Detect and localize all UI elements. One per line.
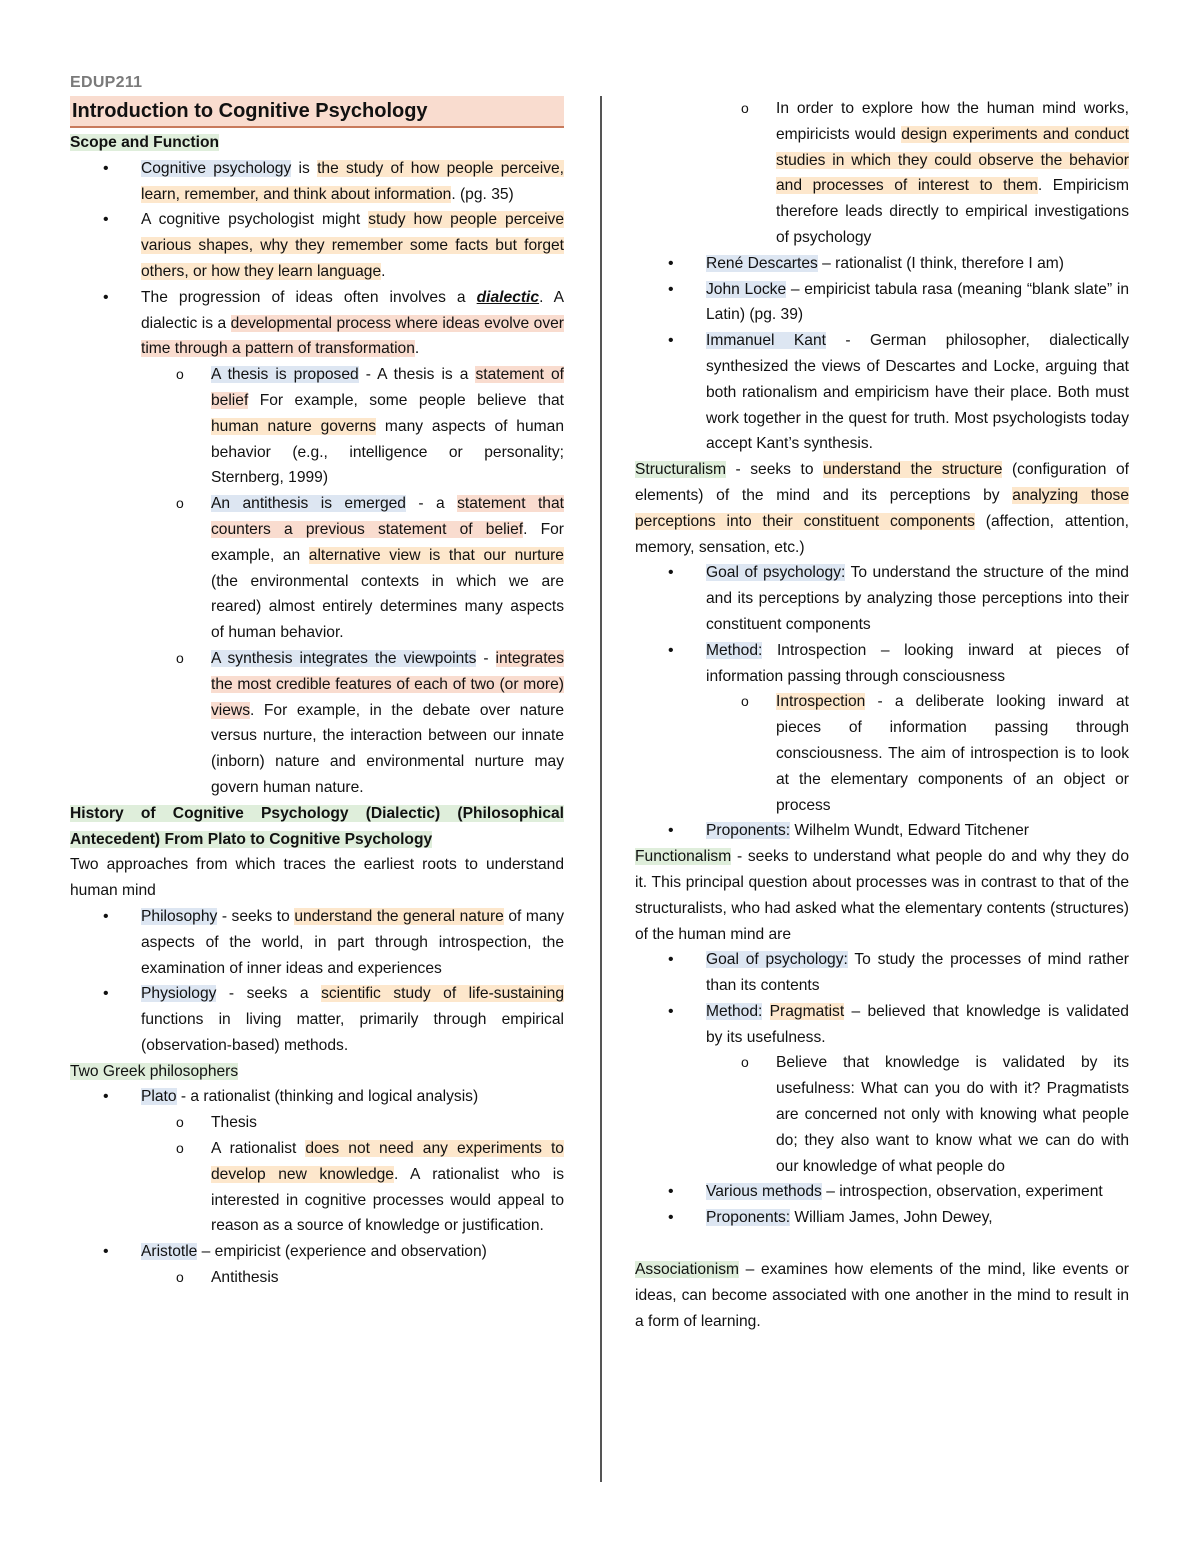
right-column [635,96,1129,1334]
section-heading-history: History of Cognitive Psychology (Dialectic) (Philosophical Antecedent) From Plato to Cognitive Psychology [70,804,564,848]
page-title: Introduction to Cognitive Psychology [70,96,564,128]
list-item: • Goal of psychology: To study the processes of mind rather than its contents [635,947,1129,999]
paragraph: Two approaches from which traces the earliest roots to understand human mind [70,856,564,900]
list-item: • Proponents: William James, John Dewey, [635,1205,1129,1231]
list-item: • Method: Pragmatist – believed that knowledge is validated by its usefulness. [635,999,1129,1051]
functionalism-paragraph: Functionalism - seeks to understand what people do and why they do it. This principal question about processes was in contrast to that of the structuralists, who had asked what the elementary contents (structures) of the human mind are [635,848,1129,943]
list-item: • Cognitive psychology is the study of how people perceive, learn, remember, and think about information. (pg. 35) [70,156,564,208]
sub-list-item: o A thesis is proposed - A thesis is a statement of belief For example, some people believe that human nature governs many aspects of human behavior (e.g., intelligence or personality; Sternberg, 1999) [70,362,564,491]
section-heading-greek: Two Greek philosophers [70,1062,239,1080]
sub-list-item: o Thesis [70,1110,564,1136]
list-item: • Immanuel Kant - German philosopher, dialectically synthesized the views of Descartes and Locke, arguing that both rationalism and empiricism have their place. Both must work together in the quest for truth. Most psychologists today accept Kant’s synthesis. [635,328,1129,457]
list-item: • René Descartes – rationalist (I think, therefore I am) [635,251,1129,277]
functionalism-list [635,947,1129,1231]
section-heading-scope: Scope and Function [70,134,220,151]
list-item: • Proponents: Wilhelm Wundt, Edward Titchener [635,818,1129,844]
sub-list-item: o In order to explore how the human mind works, empiricists would design experiments and conduct studies in which they could observe the behavior and processes of interest to them. Empiricism therefore leads directly to empirical investigations of psychology [635,96,1129,251]
column-divider [600,96,602,1482]
list-item: • The progression of ideas often involves a dialectic. A dialectic is a developmental process where ideas evolve over time through a pattern of transformation. [70,285,564,362]
sub-list-item: o A synthesis integrates the viewpoints - integrates the most credible features of each of two (or more) views. For example, in the debate over nature versus nurture, the interaction between our innate (inborn) nature and environmental nurture may govern human nature. [70,646,564,801]
sub-list-item: o Introspection - a deliberate looking inward at pieces of information passing through consciousness. The aim of introspection is to look at the elementary components of an object or process [635,689,1129,818]
empiricism-list [635,96,1129,457]
structuralism-paragraph: Structuralism - seeks to understand the structure (configuration of elements) of the mind and its perceptions by analyzing those perceptions into their constituent components (affection, attention, memory, sensation, etc.) [635,461,1129,556]
greek-list [70,1084,564,1290]
list-item: • Method: Introspection – looking inward at pieces of information passing through consciousness [635,638,1129,690]
approaches-list [70,904,564,1059]
sub-list-item: o An antithesis is emerged - a statement that counters a previous statement of belief. For example, an alternative view is that our nurture (the environmental contexts in which we are reared) almost entirely determines many aspects of human behavior. [70,491,564,646]
spacer [635,1231,1129,1257]
list-item: • Philosophy - seeks to understand the general nature of many aspects of the world, in part through introspection, the examination of inner ideas and experiences [70,904,564,981]
sub-list-item: o Antithesis [70,1265,564,1291]
sub-list-item: o A rationalist does not need any experiments to develop new knowledge. A rationalist who is interested in cognitive processes would appeal to reason as a source of knowledge or justification. [70,1136,564,1239]
list-item: • Goal of psychology: To understand the structure of the mind and its perceptions by analyzing those perceptions into their constituent components [635,560,1129,637]
course-code: EDUP211 [70,74,143,91]
list-item: • Various methods – introspection, observation, experiment [635,1179,1129,1205]
list-item: • Plato - a rationalist (thinking and logical analysis) [70,1084,564,1110]
list-item: • Aristotle – empiricist (experience and observation) [70,1239,564,1265]
left-column [70,96,564,1291]
structuralism-list [635,560,1129,844]
associationism-paragraph: Associationism – examines how elements of the mind, like events or ideas, can become associated with one another in the mind to result in a form of learning. [635,1261,1129,1330]
list-item: • John Locke – empiricist tabula rasa (meaning “blank slate” in Latin) (pg. 39) [635,277,1129,329]
sub-list-item: o Believe that knowledge is validated by its usefulness: What can you do with it? Pragmatists are concerned not only with knowing what people do; they also want to know what we can do with our knowledge of what people do [635,1050,1129,1179]
scope-list [70,156,564,801]
list-item: • Physiology - seeks a scientific study of life-sustaining functions in living matter, primarily through empirical (observation-based) methods. [70,981,564,1058]
list-item: • A cognitive psychologist might study how people perceive various shapes, why they remember some facts but forget others, or how they learn language. [70,207,564,284]
